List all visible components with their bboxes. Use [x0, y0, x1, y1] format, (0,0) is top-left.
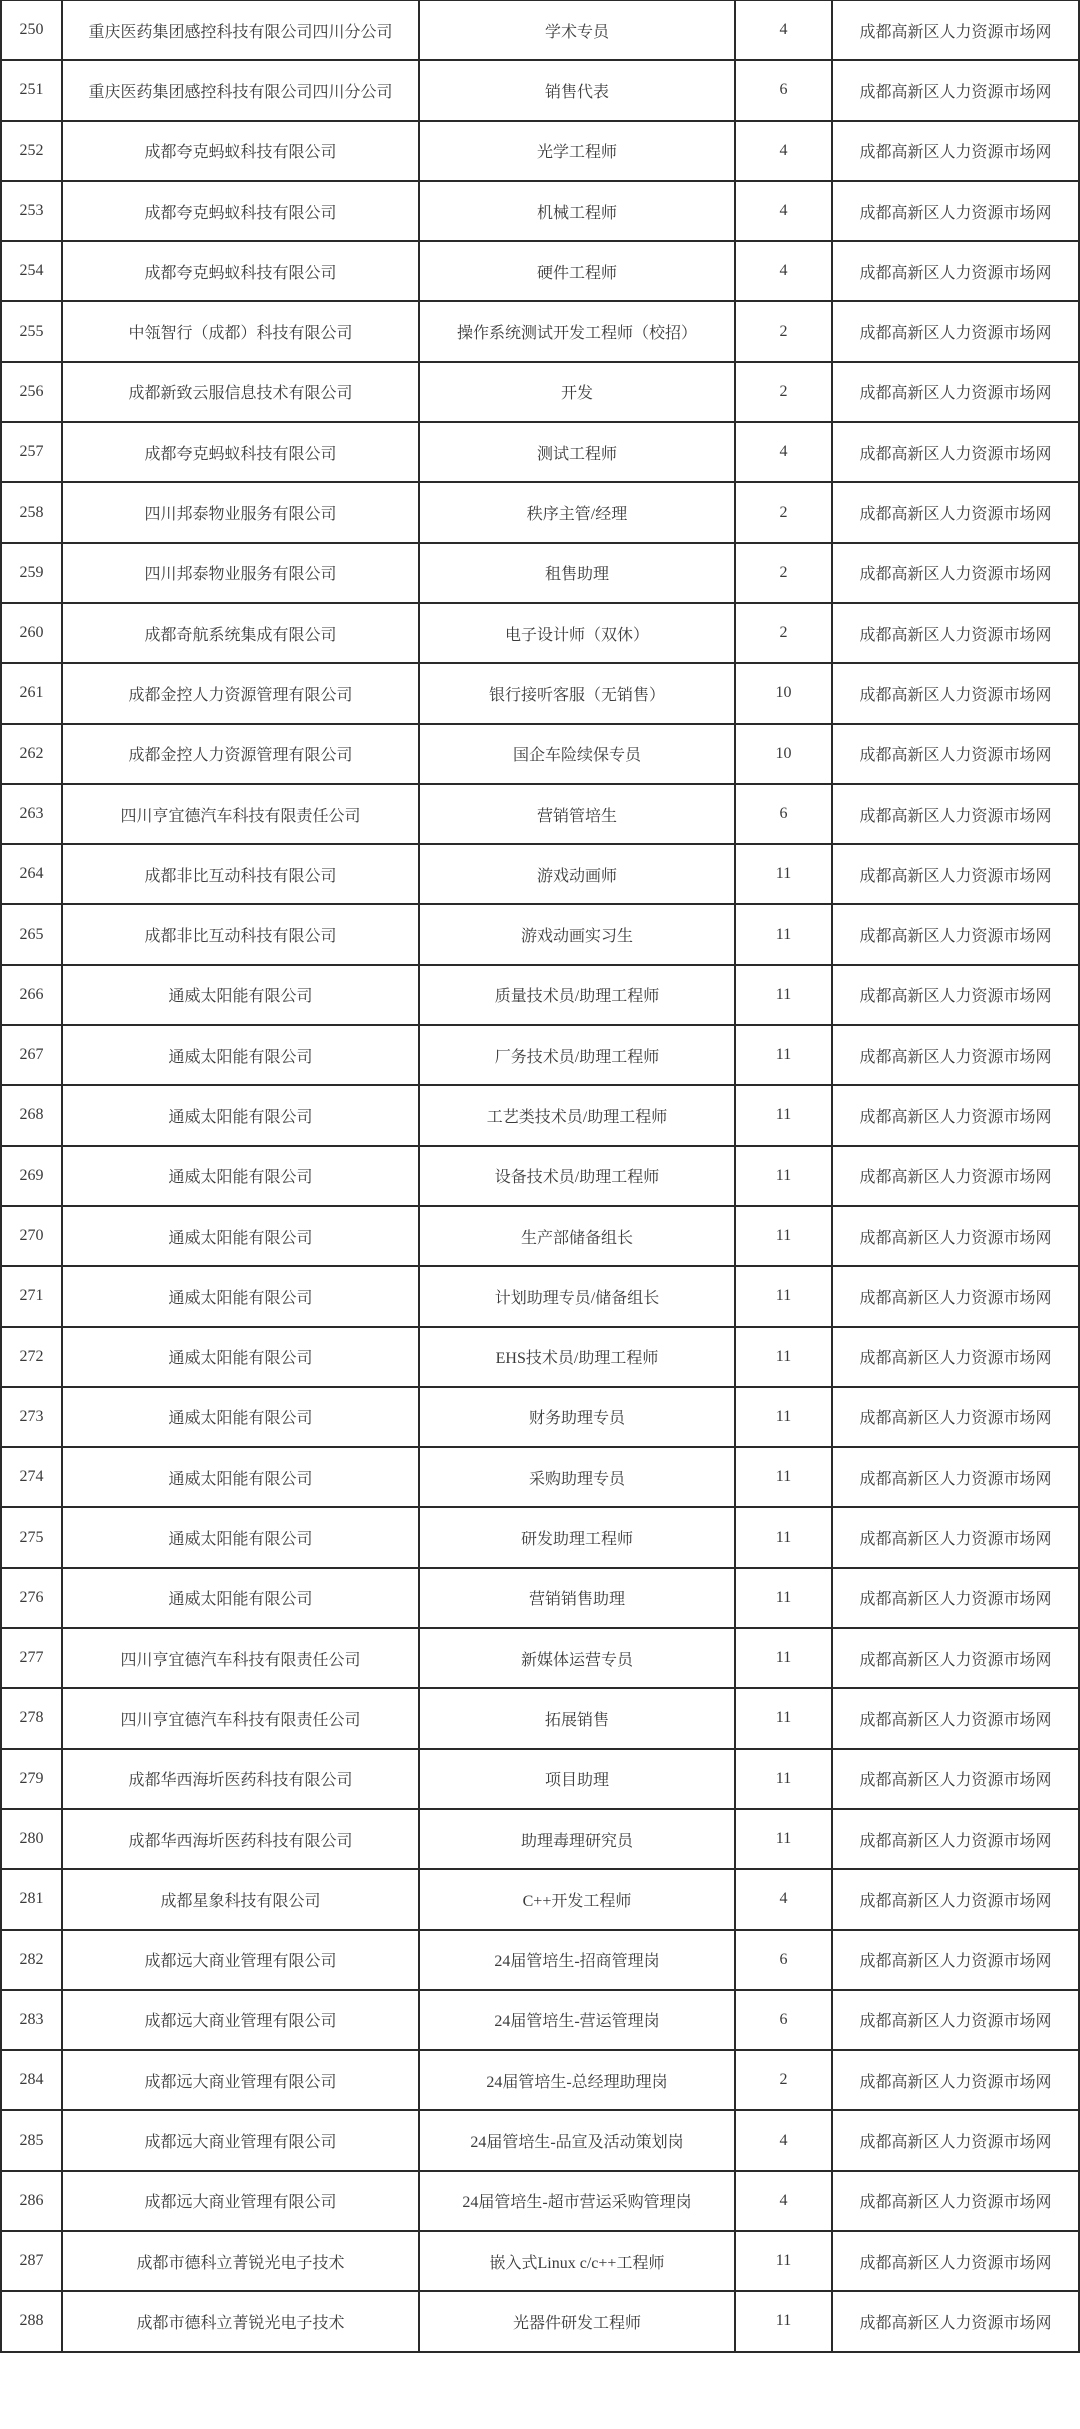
- source-cell: 成都高新区人力资源市场网: [832, 724, 1079, 784]
- source-cell: 成都高新区人力资源市场网: [832, 2050, 1079, 2110]
- row-number-cell: 284: [1, 2050, 62, 2110]
- table-row: [1, 965, 1079, 1025]
- company-name-cell: 四川亨宜德汽车科技有限责任公司: [62, 1688, 419, 1748]
- company-name-cell: 通威太阳能有限公司: [62, 1507, 419, 1567]
- table-row: [1, 784, 1079, 844]
- headcount-cell: 11: [735, 1628, 832, 1688]
- headcount-cell: 10: [735, 724, 832, 784]
- company-name-cell: 通威太阳能有限公司: [62, 1447, 419, 1507]
- headcount-cell: 4: [735, 1, 832, 61]
- table-row: [1, 1688, 1079, 1748]
- source-cell: 成都高新区人力资源市场网: [832, 2231, 1079, 2291]
- row-number-cell: 268: [1, 1085, 62, 1145]
- headcount-cell: 11: [735, 1507, 832, 1567]
- company-name-cell: 成都奇航系统集成有限公司: [62, 603, 419, 663]
- table-row: [1, 60, 1079, 120]
- job-title-cell: 质量技术员/助理工程师: [419, 965, 735, 1025]
- row-number-cell: 270: [1, 1206, 62, 1266]
- source-cell: 成都高新区人力资源市场网: [832, 1688, 1079, 1748]
- company-name-cell: 四川邦泰物业服务有限公司: [62, 482, 419, 542]
- row-number-cell: 264: [1, 844, 62, 904]
- headcount-cell: 11: [735, 1387, 832, 1447]
- headcount-cell: 4: [735, 1869, 832, 1929]
- job-title-cell: C++开发工程师: [419, 1869, 735, 1929]
- table-row: [1, 1628, 1079, 1688]
- headcount-cell: 2: [735, 543, 832, 603]
- job-title-cell: 24届管培生-品宣及活动策划岗: [419, 2110, 735, 2170]
- company-name-cell: 成都夸克蚂蚁科技有限公司: [62, 422, 419, 482]
- table-row: [1, 1387, 1079, 1447]
- row-number-cell: 275: [1, 1507, 62, 1567]
- company-name-cell: 成都市德科立菁锐光电子技术: [62, 2231, 419, 2291]
- source-cell: 成都高新区人力资源市场网: [832, 844, 1079, 904]
- table-row: [1, 2110, 1079, 2170]
- table-row: [1, 844, 1079, 904]
- row-number-cell: 256: [1, 362, 62, 422]
- source-cell: 成都高新区人力资源市场网: [832, 1387, 1079, 1447]
- source-cell: 成都高新区人力资源市场网: [832, 301, 1079, 361]
- source-cell: 成都高新区人力资源市场网: [832, 1447, 1079, 1507]
- row-number-cell: 288: [1, 2291, 62, 2351]
- company-name-cell: 通威太阳能有限公司: [62, 1206, 419, 1266]
- company-name-cell: 通威太阳能有限公司: [62, 1025, 419, 1085]
- job-title-cell: 机械工程师: [419, 181, 735, 241]
- source-cell: 成都高新区人力资源市场网: [832, 181, 1079, 241]
- headcount-cell: 4: [735, 2110, 832, 2170]
- job-title-cell: 测试工程师: [419, 422, 735, 482]
- headcount-cell: 11: [735, 1206, 832, 1266]
- headcount-cell: 2: [735, 2050, 832, 2110]
- headcount-cell: 2: [735, 603, 832, 663]
- table-row: [1, 121, 1079, 181]
- table-row: [1, 1568, 1079, 1628]
- company-name-cell: 成都星象科技有限公司: [62, 1869, 419, 1929]
- source-cell: 成都高新区人力资源市场网: [832, 121, 1079, 181]
- table-body: [1, 1, 1079, 2352]
- table-row: [1, 1266, 1079, 1326]
- table-row: [1, 1507, 1079, 1567]
- company-name-cell: 成都夸克蚂蚁科技有限公司: [62, 241, 419, 301]
- source-cell: 成都高新区人力资源市场网: [832, 1085, 1079, 1145]
- job-title-cell: 24届管培生-总经理助理岗: [419, 2050, 735, 2110]
- row-number-cell: 276: [1, 1568, 62, 1628]
- job-title-cell: 嵌入式Linux c/c++工程师: [419, 2231, 735, 2291]
- row-number-cell: 278: [1, 1688, 62, 1748]
- headcount-cell: 11: [735, 904, 832, 964]
- source-cell: 成都高新区人力资源市场网: [832, 1507, 1079, 1567]
- source-cell: 成都高新区人力资源市场网: [832, 482, 1079, 542]
- company-name-cell: 通威太阳能有限公司: [62, 1085, 419, 1145]
- row-number-cell: 273: [1, 1387, 62, 1447]
- table-row: [1, 1327, 1079, 1387]
- source-cell: 成都高新区人力资源市场网: [832, 1146, 1079, 1206]
- source-cell: 成都高新区人力资源市场网: [832, 904, 1079, 964]
- headcount-cell: 6: [735, 784, 832, 844]
- table-row: [1, 2050, 1079, 2110]
- row-number-cell: 250: [1, 1, 62, 61]
- row-number-cell: 258: [1, 482, 62, 542]
- job-title-cell: 助理毒理研究员: [419, 1809, 735, 1869]
- company-name-cell: 通威太阳能有限公司: [62, 1327, 419, 1387]
- source-cell: 成都高新区人力资源市场网: [832, 1, 1079, 61]
- company-name-cell: 中瓴智行（成都）科技有限公司: [62, 301, 419, 361]
- headcount-cell: 4: [735, 121, 832, 181]
- headcount-cell: 11: [735, 1327, 832, 1387]
- source-cell: 成都高新区人力资源市场网: [832, 1327, 1079, 1387]
- company-name-cell: 四川亨宜德汽车科技有限责任公司: [62, 1628, 419, 1688]
- company-name-cell: 通威太阳能有限公司: [62, 965, 419, 1025]
- table-row: [1, 2171, 1079, 2231]
- job-title-cell: 销售代表: [419, 60, 735, 120]
- job-title-cell: 营销销售助理: [419, 1568, 735, 1628]
- job-title-cell: 游戏动画实习生: [419, 904, 735, 964]
- company-name-cell: 四川亨宜德汽车科技有限责任公司: [62, 784, 419, 844]
- table-row: [1, 1930, 1079, 1990]
- job-title-cell: 新媒体运营专员: [419, 1628, 735, 1688]
- job-title-cell: EHS技术员/助理工程师: [419, 1327, 735, 1387]
- headcount-cell: 2: [735, 362, 832, 422]
- headcount-cell: 6: [735, 1930, 832, 1990]
- row-number-cell: 271: [1, 1266, 62, 1326]
- job-title-cell: 光学工程师: [419, 121, 735, 181]
- headcount-cell: 11: [735, 1809, 832, 1869]
- headcount-cell: 6: [735, 1990, 832, 2050]
- headcount-cell: 11: [735, 2231, 832, 2291]
- job-title-cell: 硬件工程师: [419, 241, 735, 301]
- table-row: [1, 2291, 1079, 2351]
- table-row: [1, 1146, 1079, 1206]
- table-row: [1, 1206, 1079, 1266]
- table-row: [1, 1809, 1079, 1869]
- company-name-cell: 重庆医药集团感控科技有限公司四川分公司: [62, 60, 419, 120]
- row-number-cell: 266: [1, 965, 62, 1025]
- job-title-cell: 操作系统测试开发工程师（校招）: [419, 301, 735, 361]
- source-cell: 成都高新区人力资源市场网: [832, 1930, 1079, 1990]
- company-name-cell: 四川邦泰物业服务有限公司: [62, 543, 419, 603]
- source-cell: 成都高新区人力资源市场网: [832, 1809, 1079, 1869]
- company-name-cell: 成都夸克蚂蚁科技有限公司: [62, 121, 419, 181]
- row-number-cell: 251: [1, 60, 62, 120]
- company-name-cell: 成都远大商业管理有限公司: [62, 2171, 419, 2231]
- source-cell: 成都高新区人力资源市场网: [832, 2110, 1079, 2170]
- job-title-cell: 国企车险续保专员: [419, 724, 735, 784]
- table-row: [1, 181, 1079, 241]
- headcount-cell: 4: [735, 422, 832, 482]
- source-cell: 成都高新区人力资源市场网: [832, 603, 1079, 663]
- row-number-cell: 281: [1, 1869, 62, 1929]
- table-row: [1, 1, 1079, 61]
- headcount-cell: 4: [735, 2171, 832, 2231]
- company-name-cell: 成都远大商业管理有限公司: [62, 2110, 419, 2170]
- row-number-cell: 277: [1, 1628, 62, 1688]
- source-cell: 成都高新区人力资源市场网: [832, 2171, 1079, 2231]
- headcount-cell: 6: [735, 60, 832, 120]
- table-row: [1, 362, 1079, 422]
- headcount-cell: 11: [735, 1688, 832, 1748]
- headcount-cell: 11: [735, 844, 832, 904]
- row-number-cell: 262: [1, 724, 62, 784]
- headcount-cell: 4: [735, 181, 832, 241]
- row-number-cell: 259: [1, 543, 62, 603]
- job-title-cell: 秩序主管/经理: [419, 482, 735, 542]
- headcount-cell: 4: [735, 241, 832, 301]
- row-number-cell: 272: [1, 1327, 62, 1387]
- company-name-cell: 成都市德科立菁锐光电子技术: [62, 2291, 419, 2351]
- source-cell: 成都高新区人力资源市场网: [832, 965, 1079, 1025]
- company-name-cell: 通威太阳能有限公司: [62, 1266, 419, 1326]
- source-cell: 成都高新区人力资源市场网: [832, 1206, 1079, 1266]
- row-number-cell: 260: [1, 603, 62, 663]
- job-title-cell: 学术专员: [419, 1, 735, 61]
- headcount-cell: 11: [735, 1146, 832, 1206]
- company-name-cell: 通威太阳能有限公司: [62, 1387, 419, 1447]
- headcount-cell: 2: [735, 482, 832, 542]
- row-number-cell: 252: [1, 121, 62, 181]
- source-cell: 成都高新区人力资源市场网: [832, 1628, 1079, 1688]
- job-title-cell: 生产部储备组长: [419, 1206, 735, 1266]
- company-name-cell: 成都新致云服信息技术有限公司: [62, 362, 419, 422]
- source-cell: 成都高新区人力资源市场网: [832, 784, 1079, 844]
- headcount-cell: 2: [735, 301, 832, 361]
- source-cell: 成都高新区人力资源市场网: [832, 422, 1079, 482]
- table-row: [1, 1869, 1079, 1929]
- job-title-cell: 拓展销售: [419, 1688, 735, 1748]
- job-title-cell: 厂务技术员/助理工程师: [419, 1025, 735, 1085]
- row-number-cell: 285: [1, 2110, 62, 2170]
- table-row: [1, 603, 1079, 663]
- company-name-cell: 成都金控人力资源管理有限公司: [62, 663, 419, 723]
- company-name-cell: 成都非比互动科技有限公司: [62, 904, 419, 964]
- job-title-cell: 工艺类技术员/助理工程师: [419, 1085, 735, 1145]
- source-cell: 成都高新区人力资源市场网: [832, 1025, 1079, 1085]
- row-number-cell: 286: [1, 2171, 62, 2231]
- source-cell: 成都高新区人力资源市场网: [832, 1749, 1079, 1809]
- table-row: [1, 1990, 1079, 2050]
- job-title-cell: 24届管培生-招商管理岗: [419, 1930, 735, 1990]
- row-number-cell: 261: [1, 663, 62, 723]
- headcount-cell: 10: [735, 663, 832, 723]
- headcount-cell: 11: [735, 1749, 832, 1809]
- row-number-cell: 279: [1, 1749, 62, 1809]
- row-number-cell: 265: [1, 904, 62, 964]
- table-row: [1, 241, 1079, 301]
- table-row: [1, 1085, 1079, 1145]
- row-number-cell: 263: [1, 784, 62, 844]
- table-row: [1, 1749, 1079, 1809]
- company-name-cell: 成都远大商业管理有限公司: [62, 2050, 419, 2110]
- company-name-cell: 成都非比互动科技有限公司: [62, 844, 419, 904]
- source-cell: 成都高新区人力资源市场网: [832, 241, 1079, 301]
- source-cell: 成都高新区人力资源市场网: [832, 543, 1079, 603]
- headcount-cell: 11: [735, 1085, 832, 1145]
- company-name-cell: 通威太阳能有限公司: [62, 1568, 419, 1628]
- company-name-cell: 成都华西海圻医药科技有限公司: [62, 1809, 419, 1869]
- source-cell: 成都高新区人力资源市场网: [832, 663, 1079, 723]
- job-title-cell: 设备技术员/助理工程师: [419, 1146, 735, 1206]
- table-row: [1, 724, 1079, 784]
- job-title-cell: 24届管培生-超市营运采购管理岗: [419, 2171, 735, 2231]
- job-title-cell: 计划助理专员/储备组长: [419, 1266, 735, 1326]
- source-cell: 成都高新区人力资源市场网: [832, 1990, 1079, 2050]
- table-row: [1, 1447, 1079, 1507]
- job-title-cell: 开发: [419, 362, 735, 422]
- table-row: [1, 1025, 1079, 1085]
- table-row: [1, 904, 1079, 964]
- job-title-cell: 营销管培生: [419, 784, 735, 844]
- job-title-cell: 银行接听客服（无销售）: [419, 663, 735, 723]
- table-row: [1, 422, 1079, 482]
- source-cell: 成都高新区人力资源市场网: [832, 362, 1079, 422]
- company-name-cell: 通威太阳能有限公司: [62, 1146, 419, 1206]
- company-name-cell: 成都远大商业管理有限公司: [62, 1930, 419, 1990]
- table-row: [1, 663, 1079, 723]
- company-name-cell: 成都华西海圻医药科技有限公司: [62, 1749, 419, 1809]
- job-title-cell: 游戏动画师: [419, 844, 735, 904]
- job-title-cell: 研发助理工程师: [419, 1507, 735, 1567]
- row-number-cell: 255: [1, 301, 62, 361]
- row-number-cell: 287: [1, 2231, 62, 2291]
- row-number-cell: 254: [1, 241, 62, 301]
- company-name-cell: 成都金控人力资源管理有限公司: [62, 724, 419, 784]
- job-title-cell: 租售助理: [419, 543, 735, 603]
- table-row: [1, 482, 1079, 542]
- row-number-cell: 283: [1, 1990, 62, 2050]
- headcount-cell: 11: [735, 965, 832, 1025]
- company-name-cell: 重庆医药集团感控科技有限公司四川分公司: [62, 1, 419, 61]
- source-cell: 成都高新区人力资源市场网: [832, 1869, 1079, 1929]
- row-number-cell: 257: [1, 422, 62, 482]
- source-cell: 成都高新区人力资源市场网: [832, 1568, 1079, 1628]
- row-number-cell: 253: [1, 181, 62, 241]
- row-number-cell: 269: [1, 1146, 62, 1206]
- headcount-cell: 11: [735, 1447, 832, 1507]
- company-name-cell: 成都远大商业管理有限公司: [62, 1990, 419, 2050]
- job-title-cell: 24届管培生-营运管理岗: [419, 1990, 735, 2050]
- company-name-cell: 成都夸克蚂蚁科技有限公司: [62, 181, 419, 241]
- row-number-cell: 267: [1, 1025, 62, 1085]
- table-row: [1, 2231, 1079, 2291]
- headcount-cell: 11: [735, 2291, 832, 2351]
- job-title-cell: 项目助理: [419, 1749, 735, 1809]
- source-cell: 成都高新区人力资源市场网: [832, 1266, 1079, 1326]
- job-title-cell: 采购助理专员: [419, 1447, 735, 1507]
- table-row: [1, 301, 1079, 361]
- row-number-cell: 280: [1, 1809, 62, 1869]
- headcount-cell: 11: [735, 1025, 832, 1085]
- row-number-cell: 282: [1, 1930, 62, 1990]
- job-title-cell: 财务助理专员: [419, 1387, 735, 1447]
- table-row: [1, 543, 1079, 603]
- headcount-cell: 11: [735, 1266, 832, 1326]
- job-title-cell: 光器件研发工程师: [419, 2291, 735, 2351]
- headcount-cell: 11: [735, 1568, 832, 1628]
- source-cell: 成都高新区人力资源市场网: [832, 2291, 1079, 2351]
- source-cell: 成都高新区人力资源市场网: [832, 60, 1079, 120]
- row-number-cell: 274: [1, 1447, 62, 1507]
- job-title-cell: 电子设计师（双休）: [419, 603, 735, 663]
